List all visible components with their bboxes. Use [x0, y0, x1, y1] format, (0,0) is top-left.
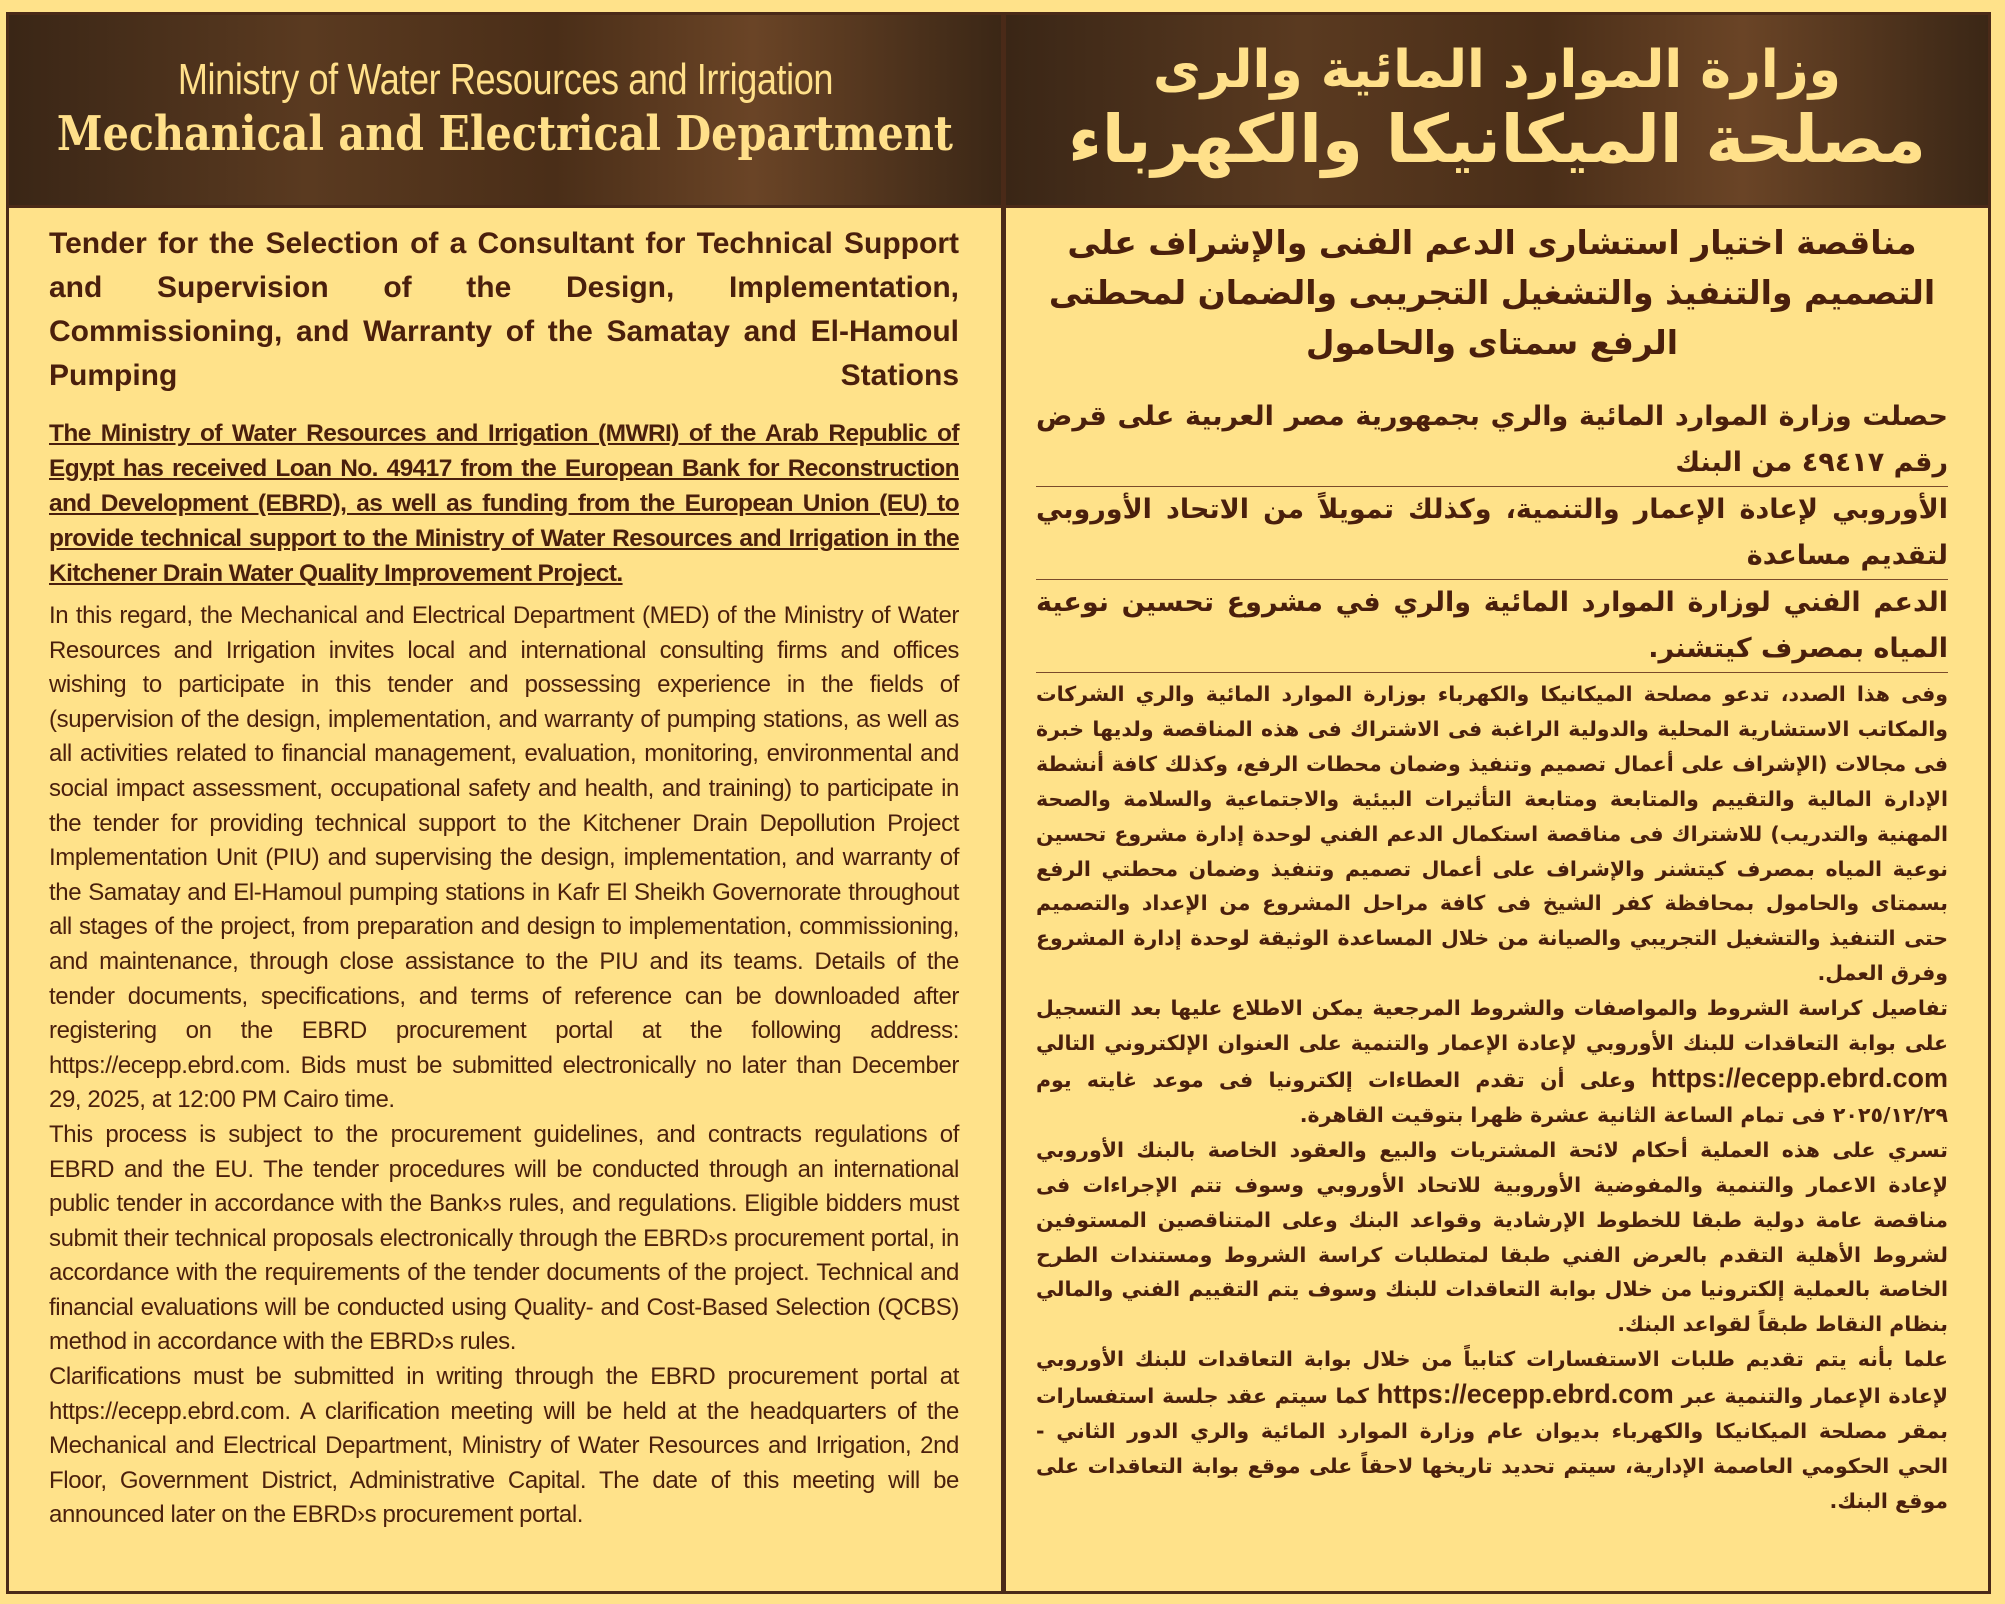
portal-url-ar-2[interactable]: https://ecepp.ebrd.com	[1376, 1379, 1674, 1410]
paragraph-documents-ar	[1036, 991, 1948, 1133]
lead-paragraph-ar	[1036, 394, 1948, 673]
portal-url-ar[interactable]: https://ecepp.ebrd.com	[1650, 1062, 1948, 1093]
tender-title-en: Tender for the Selection of a Consultant for Technical Support and Supervision of the Design, Implementation, Commissioning, and Warranty of the Samatay and El-Hamoul Pumping Stations	[49, 227, 959, 392]
english-header-banner	[9, 15, 1001, 208]
department-name-en: Mechanical and Electrical Department	[57, 106, 953, 163]
arabic-body	[1006, 208, 1988, 1519]
paragraph-process-en: This process is subject to the procurement guidelines, and contracts regulations of EBRD and the EU. The tender procedures will be conducted through an international public tender in accordance with the Bank›s rules, and regulations. Eligible bidders must submit their technical proposals electronically through the EBRD›s procurement portal, in accordance with the requirements of the tender documents of the project. Technical and financial evaluations will be conducted using Quality- and Cost-Based Selection (QCBS) method in accordance with the EBRD›s rules.	[49, 1120, 959, 1356]
english-body	[9, 208, 1001, 1533]
lead-line-ar: حصلت وزارة الموارد المائية والري بجمهورية مصر العربية على قرض رقم ٤٩٤١٧ من البنك	[1036, 394, 1948, 487]
paragraph-invitation-ar: وفى هذا الصدد، تدعو مصلحة الميكانيكا والكهرباء بوزارة الموارد المائية والري الشركات والمكاتب الاستشارية المحلية والدولية الراغبة فى الاشتراك فى هذه المناقصة ولديها خبرة فى مجالات (الإشراف على أعمال تصميم وتنفيذ وضمان محطات الرفع، وكذلك كافة أنشطة الإدارة المالية والتقييم والمتابعة ومتابعة التأثيرات البيئية والاجتماعية والسلامة والصحة المهنية والتدريب) للاشتراك فى مناقصة استكمال الدعم الفني لوحدة إدارة مشروع تحسين نوعية المياه بمصرف كيتشنر والإشراف على أعمال تصميم وتنفيذ وضمان محطتي الرفع بسمتاى والحامول بمحافظة كفر الشيخ فى كافة مراحل المشروع من الإعداد والتصميم حتى التنفيذ والتشغيل التجريبي والصيانة من خلال المساعدة الوثيقة لوحدة إدارة المشروع وفرق العمل.	[1036, 682, 1948, 986]
ministry-name-en: Ministry of Water Resources and Irrigation	[177, 54, 833, 104]
paragraph-clarifications-en: Clarifications must be submitted in writing through the EBRD procurement portal at https://ecepp.ebrd.com. A clarification meeting will be held at the headquarters of the Mechanical and Electrical Department, Ministry of Water Resources and Irrigation, 2nd Floor, Government District, Administrative Capital. The date of this meeting will be announced later on the EBRD›s procurement portal.	[49, 1363, 959, 1529]
paragraph-invitation-en: In this regard, the Mechanical and Electrical Department (MED) of the Ministry of Water Resources and Irrigation invites local and international consulting firms and offices wishing to participate in this tender and possessing experience in the fields of (supervision of the design, implementation, and warranty of pumping stations, as well as all activities related to financial management, evaluation, monitoring, environmental and social impact assessment, occupational safety and health, and training) to participate in the tender for providing technical support to the Kitchener Drain Depollution Project Implementation Unit (PIU) and supervising the design, implementation, and warranty of the Samatay and El-Hamoul pumping stations in Kafr El Sheikh Governorate throughout all stages of the project, from preparation and design to implementation, commissioning, and maintenance, through close assistance to the PIU and its teams. Details of the tender documents, specifications, and terms of reference can be downloaded after registering on the EBRD procurement portal at the following address: https://ecepp.ebrd.com. Bids must be submitted electronically no later than December 29, 2025, at 12:00 PM Cairo time.	[49, 602, 959, 1114]
deadline-text-ar: وعلى أن تقدم العطاءات إلكترونيا فى موعد غايته يوم ٢٠٢٥/١٢/٢٩ فى تمام الساعة الثانية عشرة ظهرا بتوقيت القاهرة.	[1036, 1067, 1948, 1127]
paragraph-clarifications-ar	[1036, 1342, 1948, 1519]
documents-text-ar: تفاصيل كراسة الشروط والمواصفات والشروط المرجعية يمكن الاطلاع عليها بعد التسجيل على بوابة التعاقدات للبنك الأوروبي لإعادة الإعمار والتنمية على العنوان الإلكتروني التالي	[1036, 996, 1948, 1056]
paragraph-process-ar: تسري على هذه العملية أحكام لائحة المشتريات والبيع والعقود الخاصة بالبنك الأوروبي لإعادة الاعمار والتنمية والمفوضية الأوروبية للاتحاد الأوروبي وسوف تتم الإجراءات فى مناقصة عامة دولية طبقا للخطوط الإرشادية وقواعد البنك وعلى المتناقصين المستوفين لشروط الأهلية التقدم بالعرض الفني طبقا لمتطلبات كراسة الشروط ومستندات الطرح الخاصة بالعملية إلكترونيا من خلال بوابة التعاقدات للبنك وسوف يتم التقييم الفني والمالي بنظام النقاط طبقاً لقواعد البنك.	[1036, 1137, 1948, 1337]
arabic-column	[1003, 12, 1991, 1594]
tender-title-ar: مناقصة اختيار استشارى الدعم الفنى والإشراف على التصميم والتنفيذ والتشغيل التجريبى والضمان لمحطتى الرفع سمتاى والحامول	[1048, 223, 1936, 362]
ministry-name-ar: وزارة الموارد المائية والرى	[1153, 39, 1841, 100]
clarifications-text-ar: علما بأنه يتم تقديم طلبات الاستفسارات كتابياً من خلال بوابة التعاقدات للبنك الأوروبي لإعادة الإعمار والتنمية عبر	[1036, 1347, 1948, 1409]
english-column	[6, 12, 1004, 1594]
meeting-text-ar: كما سيتم عقد جلسة استفسارات بمقر مصلحة الميكانيكا والكهرباء بديوان عام وزارة الموارد المائية والري الدور الثاني - الحي الحكومي العاصمة الإدارية، سيتم تحديد تاريخها لاحقاً على موقع بوابة التعاقدات على موقع البنك.	[1036, 1384, 1948, 1513]
lead-line-ar: الأوروبي لإعادة الإعمار والتنمية، وكذلك تمويلاً من الاتحاد الأوروبي لتقديم مساعدة	[1036, 487, 1948, 580]
department-name-ar: مصلحة الميكانيكا والكهرباء	[1068, 101, 1926, 179]
lead-paragraph-en: The Ministry of Water Resources and Irrigation (MWRI) of the Arab Republic of Egypt has received Loan No. 49417 from the European Bank for Reconstruction and Development (EBRD), as well as funding from the European Union (EU) to provide technical support to the Ministry of Water Resources and Irrigation in the Kitchener Drain Water Quality Improvement Project.	[49, 420, 959, 587]
lead-line-ar: الدعم الفني لوزارة الموارد المائية والري في مشروع تحسين نوعية المياه بمصرف كيتشنر.	[1036, 587, 1948, 664]
arabic-header-banner	[1006, 15, 1988, 208]
